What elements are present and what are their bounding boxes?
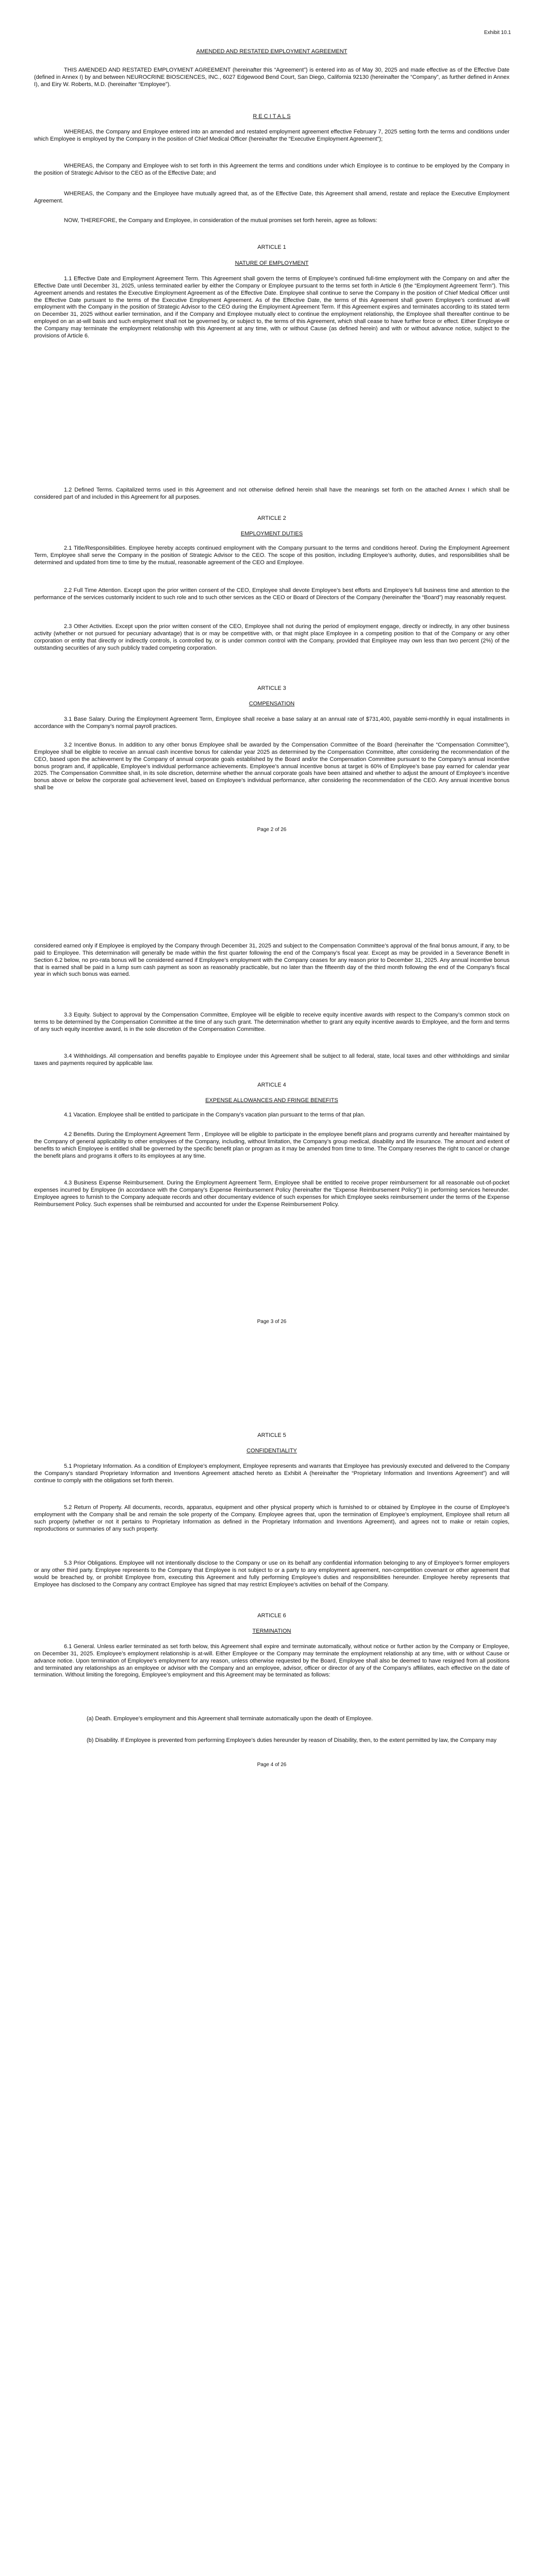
article-1-title: NATURE OF EMPLOYMENT (235, 260, 309, 266)
section-4-2: 4.2 Benefits. During the Employment Agreement Term , Employee will be eligible to participate in the employee benefit plans and programs currently and hereafter maintained by the Company of general applicability to other employees of the Company, including, without limitation, the Company’s group medical, disability and life insurance. The amount and extent of benefits to which Employee is entitled shall be governed by the specific benefit plan or program as it may be amended from time to time. The Company reserves the right to cancel or change the benefit plans and programs it offers to its employees at any time. (34, 1131, 509, 1159)
section-2-3: 2.3 Other Activities. Except upon the prior written consent of the CEO, Employee shall not during the period of employment engage, directly or indirectly, in any other business activity (whether or not pursued for pecuniary advantage) that is or may be competitive with, or that might place Employee in a competing position to that of the Company or any other corporation or entity that directly or indirectly controls, is controlled by, or is under common control with the Company, provided that Employee may own less than two percent (2%) of the outstanding securities of any such publicly traded competing corporation. (34, 623, 509, 651)
section-5-2: 5.2 Return of Property. All documents, records, apparatus, equipment and other physical property which is furnished to or obtained by Employee in the course of Employee’s employment with the Company shall be and remain the sole property of the Company. Employee agrees that, upon the termination of Employee’s employment, Employee shall return all such property (whether or not it pertains to Proprietary Information as defined in the Proprietary Information and Inventions Agreement), and agrees not to make or retain copies, reproductions or summaries of any such property. (34, 1504, 509, 1532)
article-6-label: ARTICLE 6 (257, 1613, 286, 1619)
section-6-1: 6.1 General. Unless earlier terminated as set forth below, this Agreement shall expire and terminate automatically, without notice or further action by the Company or Employee, on December 31, 2025. Employee’s employment relationship is at-will. Either Employee or the Company may terminate the employment relationship at any time, with or without Cause or advance notice. Upon termination of Employee’s employment for any reason, unless otherwise requested by the Board, Employee shall also be deemed to have resigned from all positions and terminated any relationships as an employee or advisor with the Company and an employee, advisor, officer or director of any of the Company’s affiliates, each effective on the date of termination. Without limiting the foregoing, Employee’s employment and this Agreement may be terminated as follows: (34, 1643, 509, 1679)
article-4-title: EXPENSE ALLOWANCES AND FRINGE BENEFITS (205, 1097, 338, 1104)
article-2-label: ARTICLE 2 (257, 515, 286, 521)
page-number-4: Page 4 of 26 (257, 1762, 287, 1768)
section-1-2: 1.2 Defined Terms. Capitalized terms used in this Agreement and not otherwise defined herein shall have the meanings set forth on the attached Annex I which shall be considered part of and included in this Agreement for all purposes. (34, 487, 509, 500)
section-6-1-b: (b) Disability. If Employee is prevented from performing Employee’s duties hereunder by reason of Disability, then, to the extent permitted by law, the Company may (87, 1737, 497, 1743)
recital-2: WHEREAS, the Company and Employee wish to set forth in this Agreement the terms and conditions under which Employee is to continue to be employed by the Company in the position of Strategic Advisor to the CEO as of the Effective Date; and (34, 163, 509, 176)
recital-4: NOW, THEREFORE, the Company and Employee, in consideration of the mutual promises set forth herein, agree as follows: (64, 217, 377, 224)
article-5-title: CONFIDENTIALITY (246, 1448, 297, 1454)
section-3-3: 3.3 Equity. Subject to approval by the Compensation Committee, Employee will be eligible to receive equity incentive awards with respect to the Company’s common stock on terms to be determined by the Compensation Committee at the time of any such grant. The determination whether to grant any equity incentive awards to Employee, and the form and terms of any such equity incentive award, is in the sole discretion of the Compensation Committee. (34, 1012, 509, 1032)
article-5-label: ARTICLE 5 (257, 1432, 286, 1438)
page-number-2: Page 2 of 26 (257, 827, 287, 833)
section-2-2: 2.2 Full Time Attention. Except upon the prior written consent of the CEO, Employee shall devote Employee’s best efforts and Employee’s full business time and attention to the performance of the services customarily incident to such role and to such other services as the CEO or Board of Directors of the Company (hereinafter the “Board”) may reasonably request. (34, 587, 509, 601)
section-1-1: 1.1 Effective Date and Employment Agreement Term. This Agreement shall govern the terms of Employee’s continued full-time employment with the Company on and after the Effective Date until December 31, 2025, unless terminated earlier by either the Company or Employee pursuant to the terms set forth in Article 6 (the “Employment Agreement Term”). This Agreement amends and restates the Executive Employment Agreement as of the Effective Date. Employee shall continue to serve the Company in the position of Chief Medical Officer until the Effective Date pursuant to the terms of the Executive Employment Agreement. As of the Effective Date, the terms of this Agreement shall govern Employee’s continued at-will employment with the Company in the position of Strategic Advisor to the CEO during the Employment Agreement Term. If this Agreement expires and terminates according to its stated term on December 31, 2025 without earlier termination, and if the Company and Employee mutually elect to continue the employment relationship, the Employee shall thereafter continue to be employed on an at-will basis and such employment shall not be governed by, or subject to, the terms of this Agreement, which shall cease to have further force or effect. Either Employee or the Company may terminate the employment relationship with this Agreement at any time, with or without Cause (as defined herein) and with or without advance notice, subject to the provisions of Article 6. (34, 276, 509, 339)
article-3-title: COMPENSATION (249, 701, 295, 707)
section-3-2-continued: considered earned only if Employee is employed by the Company through December 31, 2025 and subject to the Compensation Committee’s approval of the final bonus amount, if any, to be paid to Employee. This determination will generally be made within the first quarter following the end of the Company’s fiscal year. Except as may be provided in a Severance Benefit in Section 6.2 below, no pro-rata bonus will be considered earned if Employee’s employment with the Company ceases for any reason prior to December 31, 2025. Any annual incentive bonus that is earned shall be paid in a lump sum cash payment as soon as reasonably practicable, but no later than the fifteenth day of the third month following the end of the Company’s fiscal year in which such bonus was earned. (34, 943, 509, 978)
section-6-1-a: (a) Death. Employee’s employment and this Agreement shall terminate automatically upon the death of Employee. (87, 1716, 373, 1722)
section-5-3: 5.3 Prior Obligations. Employee will not intentionally disclose to the Company or use on its behalf any confidential information belonging to any of Employee’s former employers or any other third party. Employee represents to the Company that Employee is not subject to or a party to any employment agreement, non-competition covenant or other agreement that would be breached by, or prohibit Employee from, executing this Agreement and fully performing Employee’s duties and responsibilities hereunder. Employee hereby represents that Employee has disclosed to the Company any contract Employee has signed that may restrict Employee’s activities on behalf of the Company. (34, 1560, 509, 1588)
section-2-1: 2.1 Title/Responsibilities. Employee hereby accepts continued employment with the Company pursuant to the terms and conditions hereof. During the Employment Agreement Term, Employee shall serve the Company in the position of Strategic Advisor to the CEO. The scope of this position, including Employee’s authority, duties, and responsibilities shall be determined and updated from time to time by the mutual, reasonable agreement of the CEO and Employee. (34, 545, 509, 566)
article-2-title: EMPLOYMENT DUTIES (240, 531, 303, 537)
section-3-2: 3.2 Incentive Bonus. In addition to any other bonus Employee shall be awarded by the Compensation Committee of the Board (hereinafter the “Compensation Committee”), Employee shall be eligible to receive an annual cash incentive bonus for calendar year 2025 as determined by the Compensation Committee, after considering the recommendation of the CEO, based upon the achievement by the Company of annual corporate goals established by the Board and/or the Compensation Committee pursuant to the Company’s annual incentive bonus program and, if applicable, Employee’s individual performance achievements. Employee’s annual incentive bonus at target is 60% of Employee’s base pay earned for calendar year 2025. The Compensation Committee shall, in its sole discretion, determine whether the annual corporate goals have been attained and whether to adjust the amount of Employee’s incentive bonus above or below the corporate goal achievement level, based on Employee’s individual performance, after considering the recommendation of the CEO. Any annual incentive bonus shall be (34, 742, 509, 791)
section-5-1: 5.1 Proprietary Information. As a condition of Employee’s employment, Employee represents and warrants that Employee has previously executed and delivered to the Company the Company’s standard Proprietary Information and Inventions Agreement attached hereto as Exhibit A (hereinafter the “Proprietary Information and Inventions Agreement”) and will continue to comply with the obligations set forth therein. (34, 1463, 509, 1484)
recital-1: WHEREAS, the Company and Employee entered into an amended and restated employment agreement effective February 7, 2025 setting forth the terms and conditions under which Employee is employed by the Company in the position of Chief Medical Officer (hereinafter the “Executive Employment Agreement”); (34, 129, 509, 142)
article-3-label: ARTICLE 3 (257, 685, 286, 691)
intro-paragraph: THIS AMENDED AND RESTATED EMPLOYMENT AGREEMENT (hereinafter this “Agreement”) is entered into as of May 30, 2025 and made effective as of the Effective Date (defined in Annex I) by and between NEUROCRINE BIOSCIENCES, INC., 6027 Edgewood Bend Court, San Diego, California 92130 (hereinafter the “Company”, as further defined in Annex I), and Eiry W. Roberts, M.D. (hereinafter “Employee”). (34, 67, 509, 88)
recitals-heading: R E C I T A L S (253, 113, 291, 120)
section-3-1: 3.1 Base Salary. During the Employment Agreement Term, Employee shall receive a base salary at an annual rate of $731,400, payable semi-monthly in equal installments in accordance with the Company’s normal payroll practices. (34, 716, 509, 730)
article-1-label: ARTICLE 1 (257, 244, 286, 250)
article-6-title: TERMINATION (252, 1628, 291, 1634)
section-4-3: 4.3 Business Expense Reimbursement. During the Employment Agreement Term, Employee shall be entitled to receive proper reimbursement for all reasonable out-of-pocket expenses incurred by Employee (in accordance with the Company’s Expense Reimbursement Policy (hereinafter the “Expense Reimbursement Policy”)) in performing services hereunder. Employee agrees to furnish to the Company adequate records and other documentary evidence of such expenses for which Employee seeks reimbursement under the terms of the Expense Reimbursement Policy. Such expenses shall be reimbursed and accounted for under the Expense Reimbursement Policy. (34, 1180, 509, 1208)
page-number-3: Page 3 of 26 (257, 1319, 287, 1325)
recital-3: WHEREAS, the Company and the Employee have mutually agreed that, as of the Effective Date, this Agreement shall amend, restate and replace the Executive Employment Agreement. (34, 191, 509, 204)
section-4-1: 4.1 Vacation. Employee shall be entitled to participate in the Company’s vacation plan pursuant to the terms of that plan. (64, 1112, 366, 1118)
article-4-label: ARTICLE 4 (257, 1082, 286, 1088)
exhibit-label: Exhibit 10.1 (484, 30, 511, 36)
section-3-4: 3.4 Withholdings. All compensation and benefits payable to Employee under this Agreement shall be subject to all federal, state, local taxes and other withholdings and similar taxes and payments required by applicable law. (34, 1053, 509, 1066)
agreement-title: AMENDED AND RESTATED EMPLOYMENT AGREEMENT (196, 48, 348, 55)
